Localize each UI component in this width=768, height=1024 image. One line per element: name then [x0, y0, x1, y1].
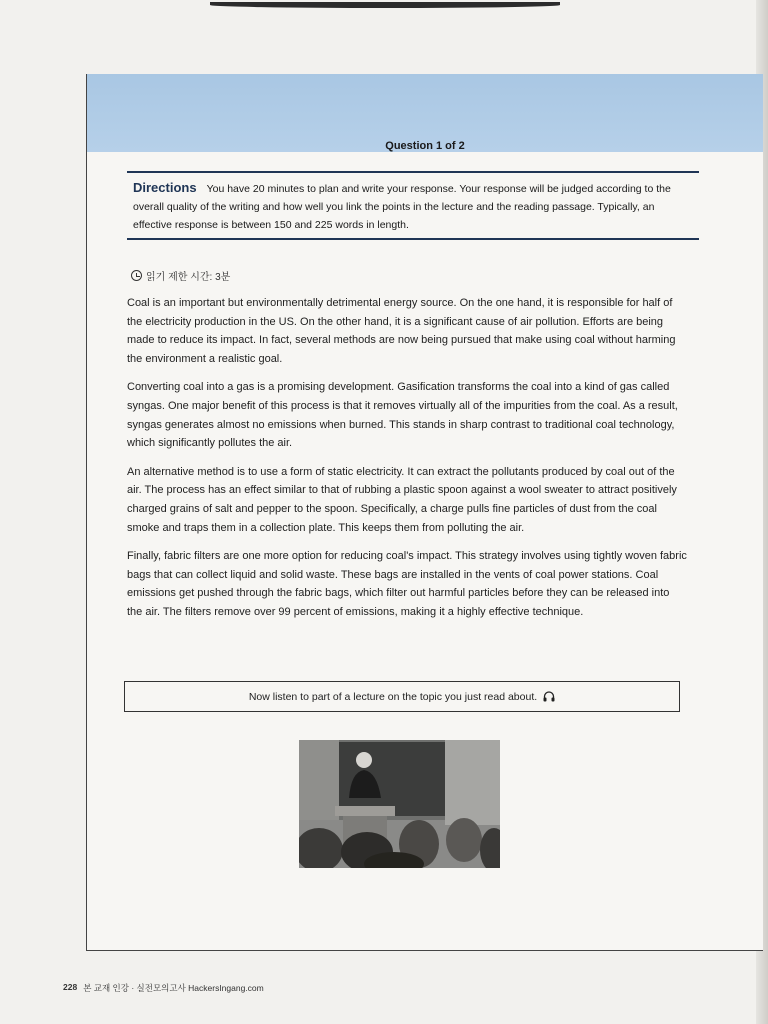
directions-text: You have 20 minutes to plan and write your response. Your response will be judged according to the overall quality of the writing and how well you link the points in the lecture and the reading passage. Typically, an effective response is between 150 and 225 words in length. — [133, 183, 671, 231]
page-number: 228 — [63, 982, 78, 992]
page-top-shadow — [210, 2, 560, 8]
timer-label: 읽기 제한 시간: 3분 — [146, 272, 231, 283]
passage-paragraph: Coal is an important but environmentally detrimental energy source. On the one hand, it is responsible for half of the electricity production in the US. On the other hand, it is a significant cause of air pollution. Efforts are being made to reduce its impact. In fact, several methods are now being pursued that make using coal without harming the environment a realistic goal. — [127, 297, 676, 365]
passage-paragraph: An alternative method is to use a form of static electricity. It can extract the pollutants produced by coal out of the air. The process has an effect similar to that of rubbing a plastic spoon against a wool sweater to attract positively charged grains of salt and pepper to the spoon. Specifically, a charge pulls fine particles of dust from the coal smoke and traps them in a collection plate. This keeps them from polluting the air. — [127, 465, 677, 534]
lecture-photo — [299, 740, 500, 868]
page-footer — [63, 982, 264, 994]
headphones-icon — [543, 691, 555, 702]
footer-text: 본 교재 인강 · 실전모의고사 HackersIngang.com — [83, 983, 264, 993]
question-panel — [86, 74, 763, 951]
reading-passage — [127, 294, 687, 632]
clock-icon — [131, 270, 142, 281]
passage-paragraph: Converting coal into a gas is a promising development. Gasification transforms the coal into a kind of gas called syngas. One major benefit of this process is that it removes virtually all of the impurities from the coal. As a result, syngas generates almost no emissions when burned. This stands in sharp contrast to traditional coal technology, which significantly pollutes the air. — [127, 381, 678, 450]
directions-box — [127, 171, 699, 240]
header-band — [87, 74, 763, 152]
directions-title: Directions — [133, 180, 197, 195]
reading-timer — [131, 268, 230, 283]
listen-prompt — [124, 681, 680, 712]
question-label: Question 1 of 2 — [385, 140, 465, 152]
passage-paragraph: Finally, fabric filters are one more option for reducing coal's impact. This strategy involves using tightly woven fabric bags that can collect liquid and solid waste. These bags are installed in the vents of coal power stations. Coal emissions get pushed through the fabric bags, which filter out harmful particles before they can be released into the air. The filters remove over 99 percent of emissions, making it a highly effective technique. — [127, 550, 687, 618]
listen-text: Now listen to part of a lecture on the topic you just read about. — [248, 690, 538, 703]
